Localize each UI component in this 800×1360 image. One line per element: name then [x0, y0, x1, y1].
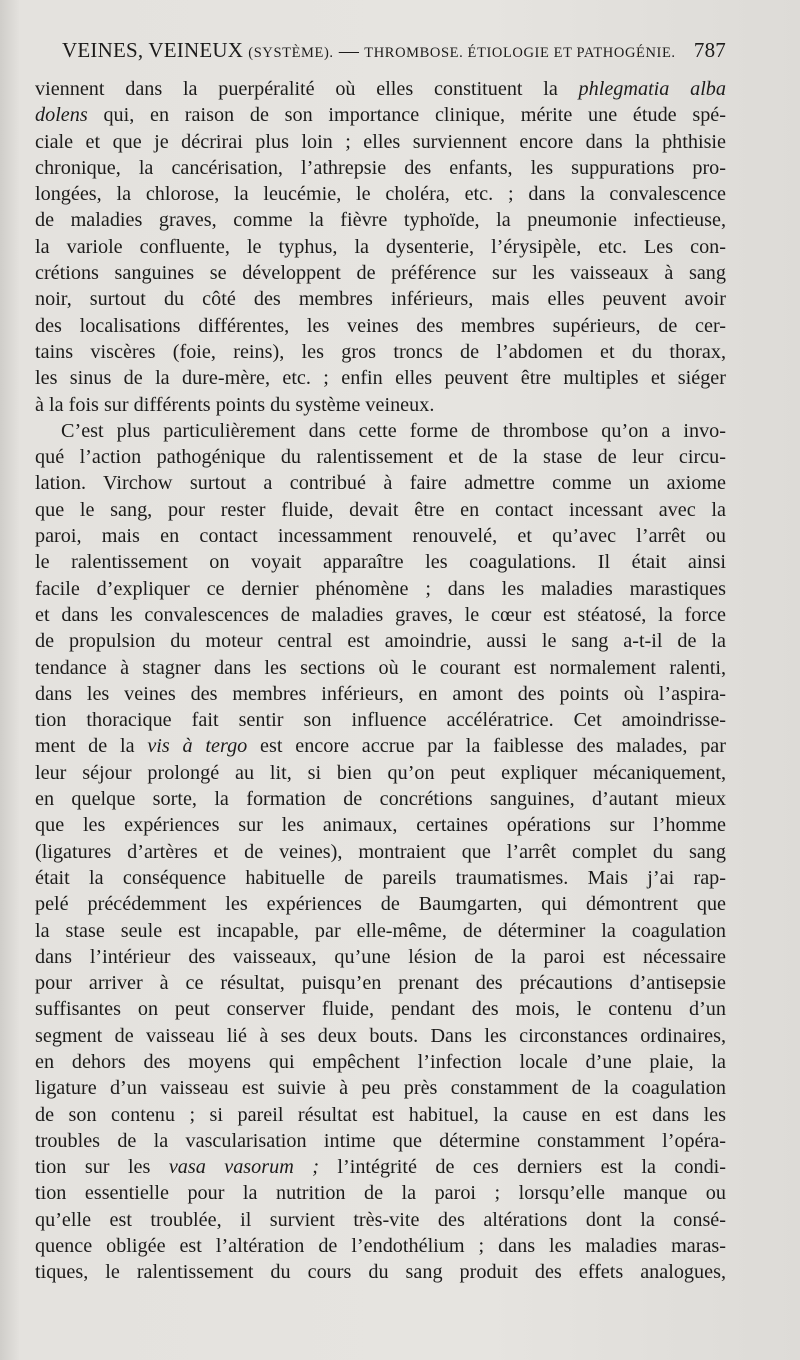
text-line [35, 76, 726, 102]
text-run: tion sur les [35, 1156, 169, 1179]
text-run: segment de vaisseau lié à ses deux bouts. Dans les circonstances ordinaires, [35, 1024, 726, 1047]
text-run: qu’elle est troublée, il survient très-vite des altérations dont la consé- [35, 1208, 726, 1231]
text-line [35, 497, 726, 523]
text-run: et dans les convalescences de maladies graves, le cœur est stéatosé, la force [35, 603, 726, 626]
header-left [62, 38, 676, 63]
text-run: que le sang, pour rester fluide, devait être en contact incessant avec la [35, 498, 726, 521]
text-run: troubles de la vascularisation intime que détermine constamment l’opéra- [35, 1129, 726, 1152]
text-run: de propulsion du moteur central est amoindrie, aussi le sang a-t-il de la [35, 630, 726, 653]
text-line [35, 207, 726, 233]
header-title: VEINES, VEINEUX [62, 38, 244, 62]
text-line [35, 1180, 726, 1206]
text-line [35, 681, 726, 707]
text-line [35, 812, 726, 838]
text-run: que les expériences sur les animaux, certaines opérations sur l’homme [35, 814, 726, 837]
text-run: chronique, la cancérisation, l’athrepsie des enfants, les suppurations pro- [35, 156, 726, 179]
text-run: qué l’action pathogénique du ralentissement et de la stase de leur circu- [35, 446, 726, 469]
text-run: pelé précédemment les expériences de Baumgarten, qui démontrent que [35, 893, 726, 916]
text-run: la variole confluente, le typhus, la dysenterie, l’érysipèle, etc. Les con- [35, 235, 726, 258]
text-line [35, 549, 726, 575]
text-line [35, 102, 726, 128]
text-run: des localisations différentes, les veines des membres supérieurs, de cer- [35, 314, 726, 337]
text-run: en quelque sorte, la formation de concrétions sanguines, d’autant mieux [35, 788, 726, 811]
text-run: viennent dans la puerpéralité où elles constituent la [35, 78, 579, 100]
text-run: suffisantes on peut conserver fluide, pendant des mois, le contenu d’un [35, 998, 726, 1021]
text-run: tendance à stagner dans les sections où le courant est normalement ralenti, [35, 656, 726, 679]
page-number: 787 [693, 38, 726, 62]
text-line [35, 1207, 726, 1233]
text-line [35, 918, 726, 944]
text-line [35, 181, 726, 207]
text-run: crétions sanguines se développent de préférence sur les vaisseaux à sang [35, 262, 726, 285]
text-run: quence obligée est l’altération de l’endothélium ; dans les maladies maras- [35, 1235, 726, 1258]
text-run: ciale et que je décrirai plus loin ; elles surviennent encore dans la phthisie [35, 130, 726, 153]
text-run: qui, en raison de son importance clinique, mérite une étude spé- [87, 104, 726, 127]
text-run: noir, surtout du côté des membres inférieurs, mais elles peuvent avoir [35, 288, 726, 311]
text-line [35, 418, 726, 444]
text-line [35, 1023, 726, 1049]
text-run: en dehors des moyens qui empêchent l’infection locale d’une plaie, la [35, 1050, 726, 1073]
text-line [35, 286, 726, 312]
text-run: à la fois sur différents points du système veineux. [35, 393, 435, 416]
text-line [35, 129, 726, 155]
running-header [62, 38, 726, 68]
text-line [35, 996, 726, 1022]
text-line [35, 760, 726, 786]
text-run: tiques, le ralentissement du cours du sang produit des effets analogues, [35, 1261, 726, 1284]
text-run: C’est plus particulièrement dans cette forme de thrombose qu’on a invo- [61, 419, 726, 442]
text-line [35, 1154, 726, 1180]
text-run: le ralentissement on voyait apparaître les coagulations. Il était ainsi [35, 551, 726, 574]
text-run: la stase seule est incapable, par elle-même, de déterminer la coagulation [35, 919, 726, 942]
italic-run: vis à tergo [147, 735, 248, 758]
text-run: ligature d’un vaisseau est suivie à peu près constamment de la coagulation [35, 1077, 726, 1100]
text-line [35, 1259, 726, 1285]
text-run: longées, la chlorose, la leucémie, le choléra, etc. ; dans la convalescence [35, 183, 726, 206]
text-line [35, 1233, 726, 1259]
text-line [35, 1128, 726, 1154]
text-line [35, 1102, 726, 1128]
text-run: dans les veines des membres inférieurs, en amont des points où l’aspira- [35, 682, 726, 705]
body-text [35, 76, 726, 1286]
text-run: est encore accrue par la faiblesse des malades, par [247, 735, 726, 758]
text-line [35, 839, 726, 865]
text-line [35, 155, 726, 181]
text-run: dans l’intérieur des vaisseaux, qu’une lésion de la paroi est nécessaire [35, 945, 726, 968]
text-run: les sinus de la dure-mère, etc. ; enfin elles peuvent être multiples et siéger [35, 367, 726, 390]
text-run: paroi, mais en contact incessamment renouvelé, et qu’avec l’arrêt ou [35, 525, 726, 548]
text-line [35, 733, 726, 759]
text-line [35, 970, 726, 996]
text-line [35, 655, 726, 681]
text-line [35, 313, 726, 339]
italic-run: dolens [35, 104, 88, 127]
text-line [35, 602, 726, 628]
italic-run: vasa vasorum ; [168, 1156, 319, 1179]
text-line [35, 339, 726, 365]
text-line [35, 260, 726, 286]
text-run: tion thoracique fait sentir son influence accélératrice. Cet amoindrisse- [35, 709, 726, 732]
text-run: tains viscères (foie, reins), les gros troncs de l’abdomen et du thorax, [35, 340, 726, 363]
text-line [35, 523, 726, 549]
text-run: (ligatures d’artères et de veines), montraient que l’arrêt complet du sang [35, 840, 726, 863]
text-run: pour arriver à ce résultat, puisqu’en prenant des précautions d’antisepsie [35, 972, 726, 995]
text-run: lation. Virchow surtout a contribué à faire admettre comme un axiome [35, 472, 726, 495]
text-line [35, 392, 726, 418]
header-system: (SYSTÈME). [248, 45, 334, 61]
text-run: leur séjour prolongé au lit, si bien qu’on peut expliquer mécaniquement, [35, 761, 726, 784]
text-run: facile d’expliquer ce dernier phénomène ; dans les maladies marastiques [35, 577, 726, 600]
text-line [35, 444, 726, 470]
text-line [35, 628, 726, 654]
text-line [35, 234, 726, 260]
text-line [35, 891, 726, 917]
text-line [35, 576, 726, 602]
text-run: était la conséquence habituelle de pareils traumatismes. Mais j’ai rap- [35, 866, 726, 889]
text-line [35, 1049, 726, 1075]
text-line [35, 707, 726, 733]
text-run: ment de la [35, 735, 148, 758]
text-run: de maladies graves, comme la fièvre typhoïde, la pneumonie infectieuse, [35, 209, 726, 232]
text-line [35, 365, 726, 391]
text-line [35, 1075, 726, 1101]
text-run: l’intégrité de ces derniers est la condi- [318, 1156, 726, 1179]
text-run: tion essentielle pour la nutrition de la paroi ; lorsqu’elle manque ou [35, 1182, 726, 1205]
header-dash: — [338, 40, 360, 62]
text-line [35, 786, 726, 812]
text-run: de son contenu ; si pareil résultat est habituel, la cause en est dans les [35, 1103, 726, 1126]
text-line [35, 944, 726, 970]
text-line [35, 470, 726, 496]
text-line [35, 865, 726, 891]
italic-run: phlegmatia alba [578, 78, 726, 100]
header-section: THROMBOSE. ÉTIOLOGIE ET PATHOGÉNIE. [364, 45, 676, 61]
